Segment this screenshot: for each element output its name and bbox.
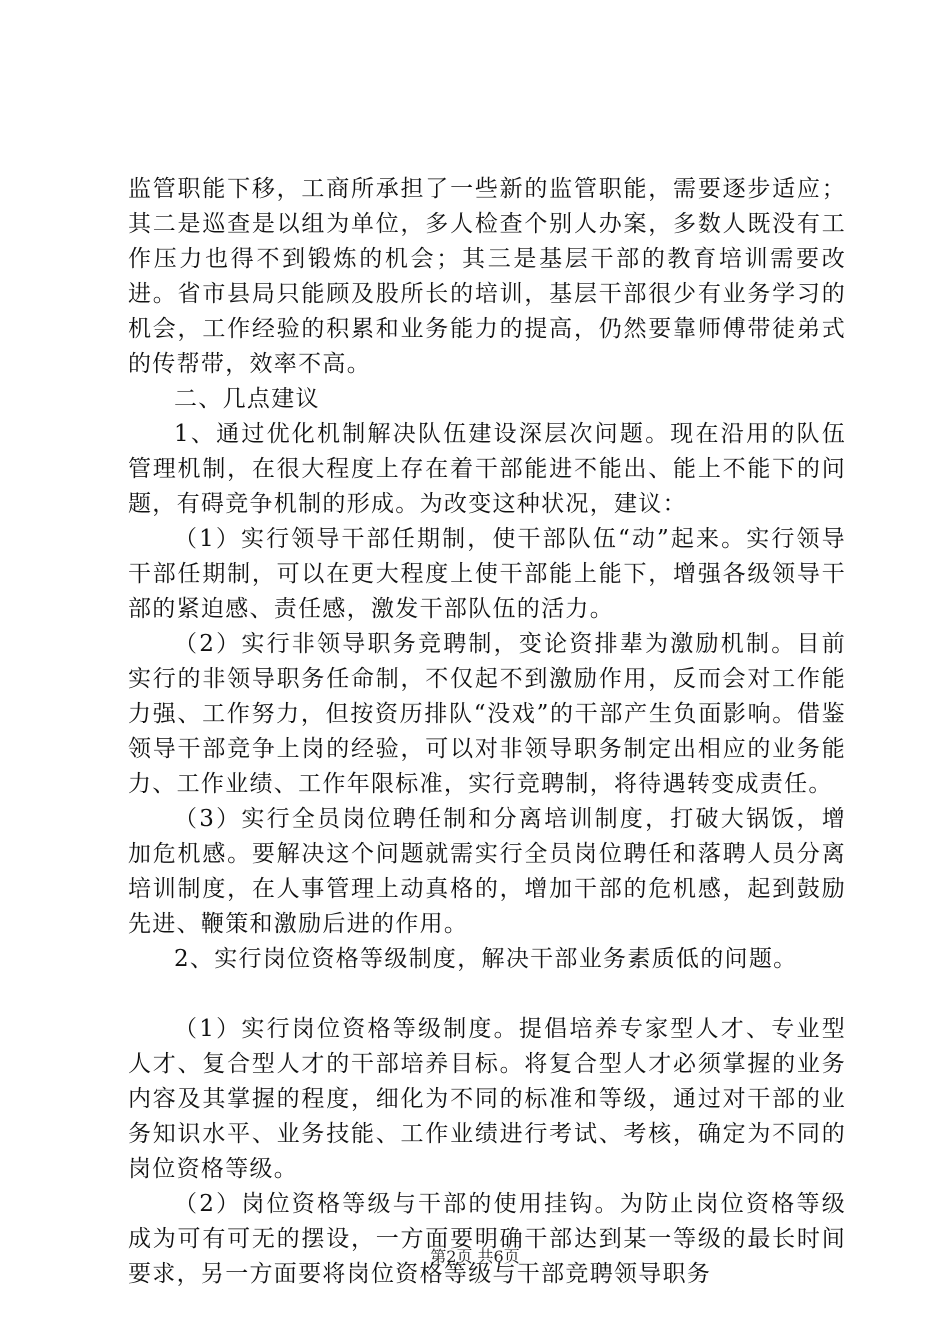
paragraph-point-1: 1、通过优化机制解决队伍建设深层次问题。现在沿用的队伍管理机制，在很大程度上存在着干部能进不能出、能上不能下的问题，有碍竞争机制的形成。为改变这种状况，建议： — [128, 421, 846, 517]
section-heading: 二、几点建议 — [174, 386, 320, 412]
paragraph-point-1-2: （2）实行非领导职务竞聘制，变论资排辈为激励机制。目前实行的非领导职务任命制，不仅起不到激励作用，反而会对工作能力强、工作努力，但按资历排队“没戏”的干部产生负面影响。借鉴领导干部竞争上岗的经验，可以对非领导职务制定出相应的业务能力、工作业绩、工作年限标准，实行竞聘制，将待遇转变成责任。 — [128, 631, 846, 797]
paragraph-point-2-1: （1）实行岗位资格等级制度。提倡培养专家型人才、专业型人才、复合型人才的干部培养目标。将复合型人才必须掌握的业务内容及其掌握的程度，细化为不同的标准和等级，通过对干部的业务知识水平、业务技能、工作业绩进行考试、考核，确定为不同的岗位资格等级。 — [128, 1016, 846, 1182]
paragraph-point-2: 2、实行岗位资格等级制度，解决干部业务素质低的问题。 — [174, 946, 798, 972]
paragraph-point-2-2: （2）岗位资格等级与干部的使用挂钩。为防止岗位资格等级成为可有可无的摆设，一方面要明确干部达到某一等级的最长时间要求，另一方面要将岗位资格等级与干部竞聘领导职务 — [128, 1191, 846, 1287]
paragraph-point-1-3: （3）实行全员岗位聘任制和分离培训制度，打破大锅饭，增加危机感。要解决这个问题就需实行全员岗位聘任和落聘人员分离培训制度，在人事管理上动真格的，增加干部的危机感，起到鼓励先进、鞭策和激励后进的作用。 — [128, 806, 846, 937]
page-number: 第2页 共6页 — [430, 1247, 520, 1266]
paragraph-continuation: 监管职能下移，工商所承担了一些新的监管职能，需要逐步适应；其二是巡查是以组为单位，多人检查个别人办案，多数人既没有工作压力也得不到锻炼的机会；其三是基层干部的教育培训需要改进。省市县局只能顾及股所长的培训，基层干部很少有业务学习的机会，工作经验的积累和业务能力的提高，仍然要靠师傅带徒弟式的传帮带，效率不高。 — [128, 176, 846, 377]
document-body — [128, 172, 846, 1292]
paragraph-point-1-1: （1）实行领导干部任期制，使干部队伍“动”起来。实行领导干部任期制，可以在更大程度上使干部能上能下，增强各级领导干部的紧迫感、责任感，激发干部队伍的活力。 — [128, 526, 846, 622]
